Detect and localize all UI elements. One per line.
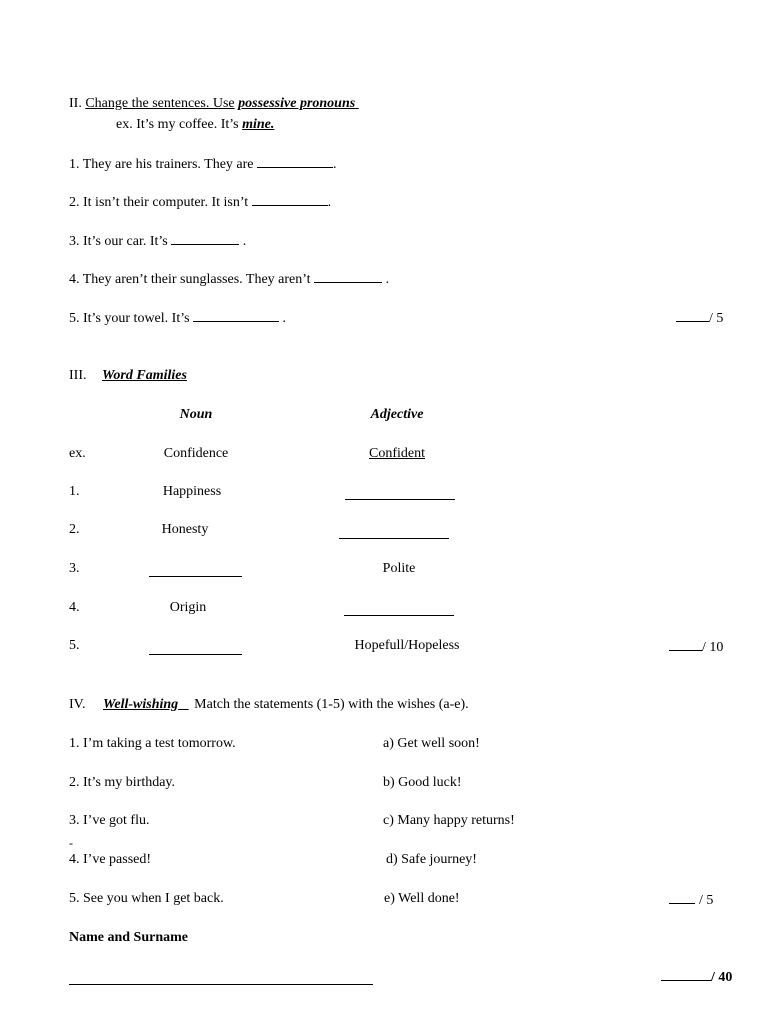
score-total: / 5 — [709, 311, 724, 326]
adjective-cell: Polite — [382, 561, 416, 576]
statement-item: 5. See you when I get back. — [69, 891, 224, 906]
wish-item: a) Get well soon! — [383, 736, 480, 751]
item-text: 1. They are his trainers. They are — [69, 157, 254, 172]
score-total: / 10 — [702, 640, 724, 655]
section2-item — [69, 309, 286, 327]
row-number: 5. — [69, 638, 80, 653]
section2-heading — [69, 96, 359, 112]
section3-title: Word Families — [102, 368, 187, 383]
noun-cell: Origin — [169, 600, 207, 615]
wish-item: c) Many happy returns! — [383, 813, 515, 828]
section4-roman: IV. — [69, 697, 86, 712]
answer-blank[interactable] — [171, 232, 239, 245]
section3-score — [669, 638, 723, 656]
item-text: 4. They aren’t their sunglasses. They aren’t — [69, 272, 311, 287]
item-end: . — [327, 195, 332, 210]
answer-blank[interactable] — [252, 193, 328, 206]
section2-item — [69, 193, 331, 211]
name-surname-field[interactable] — [69, 984, 373, 985]
row-number: 1. — [69, 484, 80, 499]
section2-example — [116, 117, 274, 133]
section2-item — [69, 232, 246, 250]
statement-item: 4. I’ve passed! — [69, 852, 152, 867]
row-number: 3. — [69, 561, 80, 576]
noun-cell: Happiness — [162, 484, 222, 499]
section2-item — [69, 155, 337, 173]
row-number: ex. — [69, 446, 86, 461]
row-number: 2. — [69, 522, 80, 537]
adjective-blank[interactable] — [339, 538, 449, 539]
item-end: . — [382, 272, 390, 287]
example-prefix: ex. It’s my coffee. It’s — [116, 117, 239, 132]
answer-blank[interactable] — [193, 309, 279, 322]
noun-blank[interactable] — [149, 654, 242, 655]
item-end: . — [333, 157, 337, 172]
wish-item: e) Well done! — [384, 891, 460, 906]
section4-heading — [69, 697, 469, 713]
wish-item: d) Safe journey! — [386, 852, 477, 867]
noun-cell: Confidence — [163, 446, 229, 461]
section3-heading — [69, 368, 187, 384]
total-score-blank[interactable] — [661, 968, 711, 981]
adjective-cell: Hopefull/Hopeless — [354, 638, 460, 653]
adjective-blank[interactable] — [345, 499, 455, 500]
score-blank[interactable] — [669, 638, 702, 651]
name-surname-label: Name and Surname — [69, 930, 189, 945]
score-total: / 5 — [699, 893, 714, 908]
adjective-blank[interactable] — [344, 615, 454, 616]
row-number: 4. — [69, 600, 80, 615]
total-score-label: / 40 — [711, 970, 733, 985]
statement-item: 2. It’s my birthday. — [69, 775, 176, 790]
score-blank[interactable] — [669, 891, 695, 904]
section2-roman: II. — [69, 96, 82, 111]
wish-item: b) Good luck! — [383, 775, 462, 790]
item-text: 3. It’s our car. It’s — [69, 234, 168, 249]
adjective-cell: Confident — [369, 446, 425, 461]
statement-item: 1. I’m taking a test tomorrow. — [69, 736, 236, 751]
section4-instruction: Match the statements (1-5) with the wishes (a-e). — [194, 697, 469, 712]
noun-cell: Honesty — [161, 522, 209, 537]
section4-title: Well-wishing — [102, 697, 179, 712]
example-answer: mine. — [242, 117, 275, 132]
item-text: 2. It isn’t their computer. It isn’t — [69, 195, 249, 210]
answer-blank[interactable] — [314, 270, 382, 283]
score-blank[interactable] — [676, 309, 709, 322]
section3-roman: III. — [69, 368, 87, 383]
item-text: 5. It’s your towel. It’s — [69, 311, 190, 326]
stray-mark: - — [69, 836, 73, 850]
section2-score — [676, 309, 723, 327]
item-end: . — [279, 311, 287, 326]
answer-blank[interactable] — [257, 155, 333, 168]
adjective-column-header: Adjective — [370, 407, 424, 422]
section2-item — [69, 270, 389, 288]
statement-item: 3. I’ve got flu. — [69, 813, 150, 828]
noun-blank[interactable] — [149, 576, 242, 577]
item-end: . — [239, 234, 247, 249]
total-score — [661, 968, 732, 986]
noun-column-header: Noun — [179, 407, 213, 422]
section4-score — [669, 891, 713, 909]
section2-instruction: Change the sentences. Use — [85, 96, 235, 111]
section2-emphasis: possessive pronouns — [238, 96, 356, 111]
